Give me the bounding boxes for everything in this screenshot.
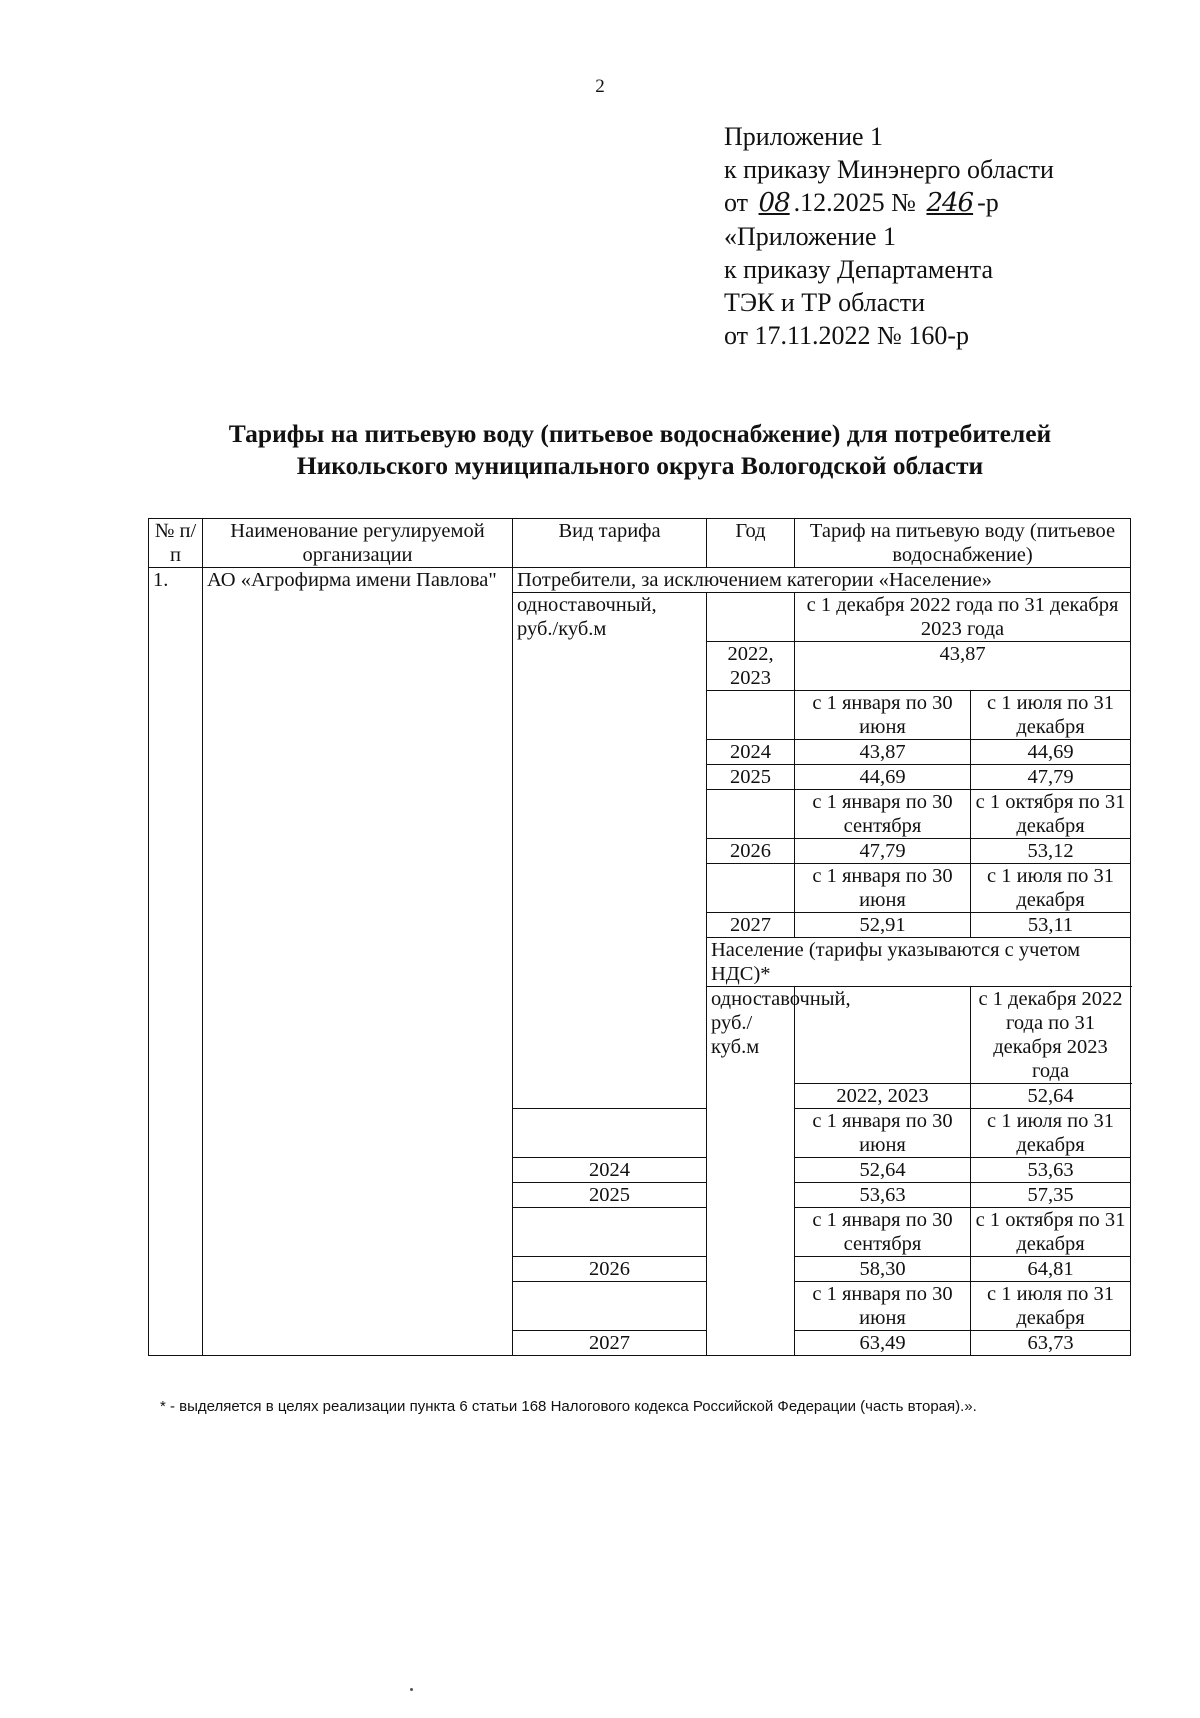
year-empty — [707, 790, 795, 839]
period-label: с 1 января по 30 июня — [795, 1282, 971, 1331]
tariff-value: 43,87 — [795, 642, 1131, 691]
tariff-value: 52,64 — [795, 1158, 971, 1183]
year-cell: 2022, 2023 — [795, 1084, 971, 1109]
period-label: с 1 января по 30 июня — [795, 691, 971, 740]
tariff-value: 53,11 — [971, 913, 1131, 938]
header-num: № п/п — [149, 519, 203, 568]
period-label: с 1 января по 30 сентября — [795, 1208, 971, 1257]
title-line-2: Никольского муниципального округа Вологодской области — [296, 451, 984, 480]
year-cell: 2024 — [707, 740, 795, 765]
title-line-1: Тарифы на питьевую воду (питьевое водоснабжение) для потребителей — [228, 419, 1052, 448]
year-cell: 2027 — [513, 1331, 707, 1356]
year-cell: 2024 — [513, 1158, 707, 1183]
year-empty — [513, 1208, 707, 1257]
year-cell: 2025 — [707, 765, 795, 790]
appendix-line: от 17.11.2022 № 160-р — [724, 321, 970, 350]
tariff-value: 53,12 — [971, 839, 1131, 864]
header-type: Вид тарифа — [513, 519, 707, 568]
period-label: с 1 января по 30 июня — [795, 864, 971, 913]
tariff-type: одноставочный, руб./куб.м — [513, 593, 707, 1109]
tariff-value: 63,49 — [795, 1331, 971, 1356]
group-caption-row — [149, 568, 1131, 593]
tariff-value: 53,63 — [971, 1158, 1131, 1183]
appendix-line: к приказу Департамента — [724, 255, 994, 284]
appendix-line: Приложение 1 — [724, 122, 884, 151]
period-label: с 1 октября по 31 декабря — [971, 790, 1131, 839]
appendix-middle: .12.2025 № — [793, 188, 923, 217]
tariff-type: одноставочный, руб./куб.м — [707, 987, 795, 1356]
appendix-prefix: от — [724, 188, 755, 217]
handwritten-number: 246 — [926, 188, 974, 218]
scan-dot — [410, 1688, 413, 1691]
period-label: с 1 января по 30 сентября — [795, 790, 971, 839]
tariff-value: 58,30 — [795, 1257, 971, 1282]
tariff-value: 52,64 — [971, 1084, 1131, 1109]
organization-name: АО «Агрофирма имени Павлова" — [203, 568, 513, 1356]
tariff-value: 64,81 — [971, 1257, 1131, 1282]
year-empty — [707, 593, 795, 642]
period-label: с 1 июля по 31 декабря — [971, 691, 1131, 740]
table-header-row — [149, 519, 1131, 568]
handwritten-day: 08 — [758, 188, 790, 218]
year-empty — [707, 691, 795, 740]
tariff-value: 47,79 — [971, 765, 1131, 790]
appendix-line: «Приложение 1 — [724, 222, 897, 251]
year-empty — [513, 1282, 707, 1331]
year-cell: 2027 — [707, 913, 795, 938]
tariff-value: 44,69 — [795, 765, 971, 790]
period-label: с 1 июля по 31 декабря — [971, 1282, 1131, 1331]
appendix-line: к приказу Минэнерго области — [724, 155, 1054, 184]
tariff-value: 44,69 — [971, 740, 1131, 765]
header-tariff: Тариф на питьевую воду (питьевое водоснабжение) — [795, 519, 1131, 568]
header-org: Наименование регулируемой организации — [203, 519, 513, 568]
tariff-value: 53,63 — [795, 1183, 971, 1208]
year-cell: 2025 — [513, 1183, 707, 1208]
document-title — [150, 418, 1130, 482]
appendix-date-line — [724, 186, 1054, 220]
year-cell: 2022, 2023 — [707, 642, 795, 691]
group-caption: Потребители, за исключением категории «Население» — [513, 568, 1131, 593]
period-label: с 1 декабря 2022 года по 31 декабря 2023 года — [795, 593, 1131, 642]
tariff-value: 43,87 — [795, 740, 971, 765]
year-empty — [513, 1109, 707, 1158]
row-number: 1. — [149, 568, 203, 1356]
period-label: с 1 декабря 2022 года по 31 декабря 2023 года — [971, 987, 1131, 1084]
header-year: Год — [707, 519, 795, 568]
period-label: с 1 июля по 31 декабря — [971, 1109, 1131, 1158]
appendix-line: ТЭК и ТР области — [724, 288, 926, 317]
tariff-value: 52,91 — [795, 913, 971, 938]
appendix-block — [724, 120, 1054, 352]
page-number: 2 — [595, 76, 605, 97]
year-cell: 2026 — [513, 1257, 707, 1282]
appendix-suffix: -р — [977, 188, 999, 217]
footnote: * - выделяется в целях реализации пункта 6 статьи 168 Налогового кодекса Российской Федерации (часть вторая).». — [160, 1398, 977, 1415]
tariff-value: 63,73 — [971, 1331, 1131, 1356]
period-label: с 1 октября по 31 декабря — [971, 1208, 1131, 1257]
period-label: с 1 июля по 31 декабря — [971, 864, 1131, 913]
tariff-value: 47,79 — [795, 839, 971, 864]
year-empty — [707, 864, 795, 913]
year-cell: 2026 — [707, 839, 795, 864]
period-label: с 1 января по 30 июня — [795, 1109, 971, 1158]
tariff-table — [148, 518, 1131, 1356]
group-caption: Население (тарифы указываются с учетом НДС)* — [707, 938, 1131, 987]
tariff-value: 57,35 — [971, 1183, 1131, 1208]
